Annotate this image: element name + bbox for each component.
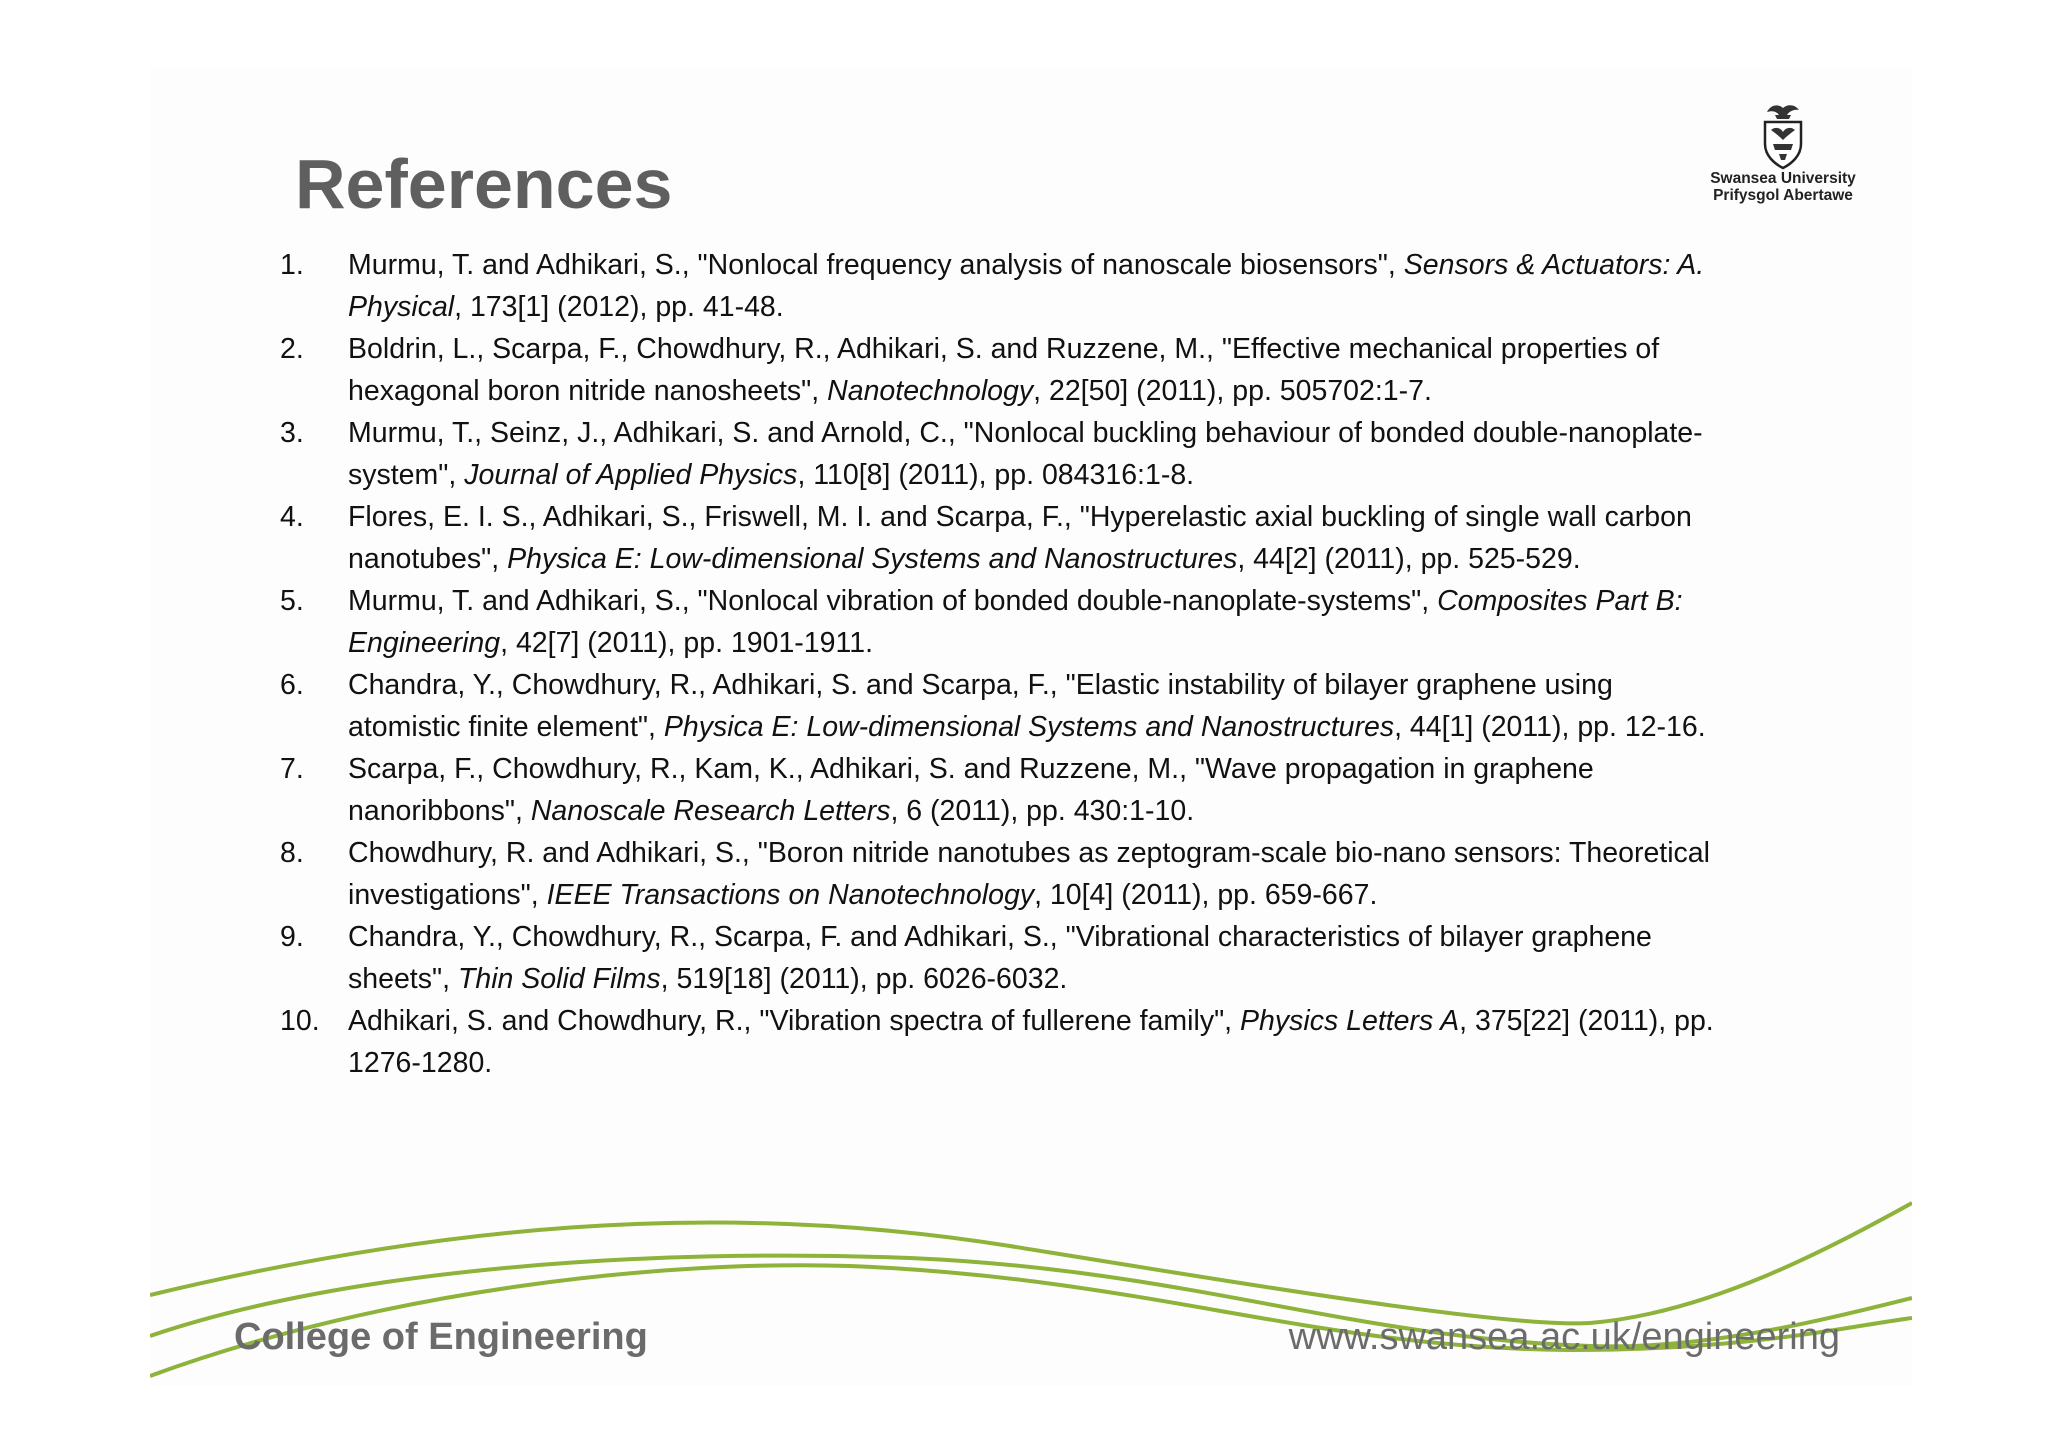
reference-details: , 10[4] (2011), pp. 659-667. (1034, 879, 1378, 911)
reference-item (280, 328, 1720, 412)
reference-number: 1. (280, 249, 304, 281)
reference-number: 4. (280, 501, 304, 533)
reference-authors-title: Murmu, T. and Adhikari, S., "Nonlocal frequency analysis of nanoscale biosensors", (348, 249, 1404, 281)
reference-item (280, 832, 1720, 916)
university-logo (1688, 100, 1878, 220)
reference-details: , 6 (2011), pp. 430:1-10. (890, 795, 1195, 827)
swansea-university-crest-icon (1757, 100, 1809, 170)
reference-number: 10. (280, 1005, 320, 1037)
reference-number: 7. (280, 753, 304, 785)
reference-item (280, 1000, 1720, 1084)
college-name: College of Engineering (234, 1316, 648, 1358)
reference-authors-title: Chandra, Y., Chowdhury, R., Scarpa, F. and Adhikari, S., "Vibrational characteristics of bilayer graphene sheets", (348, 921, 1652, 995)
logo-line-welsh: Prifysgol Abertawe (1713, 187, 1853, 204)
reference-authors-title: Murmu, T., Seinz, J., Adhikari, S. and Arnold, C., "Nonlocal buckling behaviour of bonded double-nanoplate-system", (348, 417, 1703, 491)
reference-details: , 110[8] (2011), pp. 084316:1-8. (797, 459, 1195, 491)
reference-item (280, 916, 1720, 1000)
reference-authors-title: Chandra, Y., Chowdhury, R., Adhikari, S. and Scarpa, F., "Elastic instability of bilayer graphene using atomistic finite element", (348, 669, 1613, 743)
reference-authors-title: Flores, E. I. S., Adhikari, S., Friswell, M. I. and Scarpa, F., "Hyperelastic axial buckling of single wall carbon nanotubes", (348, 501, 1692, 575)
reference-journal: Nanoscale Research Letters (530, 795, 891, 827)
reference-journal: Physics Letters A (1240, 1005, 1460, 1037)
website-url: www.swansea.ac.uk/engineering (1288, 1316, 1840, 1358)
reference-authors-title: Murmu, T. and Adhikari, S., "Nonlocal vibration of bonded double-nanoplate-systems", (348, 585, 1438, 617)
reference-authors-title: Boldrin, L., Scarpa, F., Chowdhury, R., Adhikari, S. and Ruzzene, M., "Effective mechanical properties of hexagonal boron nitride nanosheets", (348, 333, 1660, 407)
slide (150, 68, 1912, 1386)
reference-details: , 375[22] (2011), pp. 1276-1280. (348, 1005, 1714, 1079)
reference-number: 9. (280, 921, 304, 953)
reference-item (280, 664, 1720, 748)
reference-number: 5. (280, 585, 304, 617)
reference-item (280, 412, 1720, 496)
reference-journal: Physica E: Low-dimensional Systems and Nanostructures (663, 711, 1395, 743)
reference-authors-title: Scarpa, F., Chowdhury, R., Kam, K., Adhikari, S. and Ruzzene, M., "Wave propagation in graphene nanoribbons", (348, 753, 1594, 827)
reference-number: 3. (280, 417, 304, 449)
reference-journal: Physica E: Low-dimensional Systems and Nanostructures (507, 543, 1238, 575)
reference-details: , 44[2] (2011), pp. 525-529. (1237, 543, 1581, 575)
reference-item (280, 496, 1720, 580)
reference-number: 8. (280, 837, 304, 869)
reference-journal: Journal of Applied Physics (464, 459, 798, 491)
logo-line-english: Swansea University (1710, 170, 1856, 187)
reference-item (280, 244, 1720, 328)
reference-journal: IEEE Transactions on Nanotechnology (546, 879, 1035, 911)
reference-item (280, 748, 1720, 832)
reference-number: 2. (280, 333, 304, 365)
reference-authors-title: Adhikari, S. and Chowdhury, R., "Vibration spectra of fullerene family", (348, 1005, 1241, 1037)
reference-details: , 22[50] (2011), pp. 505702:1-7. (1033, 375, 1432, 407)
reference-details: , 44[1] (2011), pp. 12-16. (1394, 711, 1706, 743)
reference-journal: Composites Part B: Engineering (348, 585, 1683, 659)
reference-journal: Thin Solid Films (457, 963, 661, 995)
page-title: References (295, 145, 673, 223)
reference-details: , 42[7] (2011), pp. 1901-1911. (500, 627, 874, 659)
reference-journal: Sensors & Actuators: A. Physical (348, 249, 1705, 323)
reference-item (280, 580, 1720, 664)
reference-authors-title: Chowdhury, R. and Adhikari, S., "Boron nitride nanotubes as zeptogram-scale bio-nano sensors: Theoretical investigations", (348, 837, 1710, 911)
reference-details: , 173[1] (2012), pp. 41-48. (454, 291, 784, 323)
reference-list (280, 244, 1720, 1084)
reference-journal: Nanotechnology (827, 375, 1034, 407)
reference-number: 6. (280, 669, 304, 701)
reference-details: , 519[18] (2011), pp. 6026-6032. (660, 963, 1068, 995)
